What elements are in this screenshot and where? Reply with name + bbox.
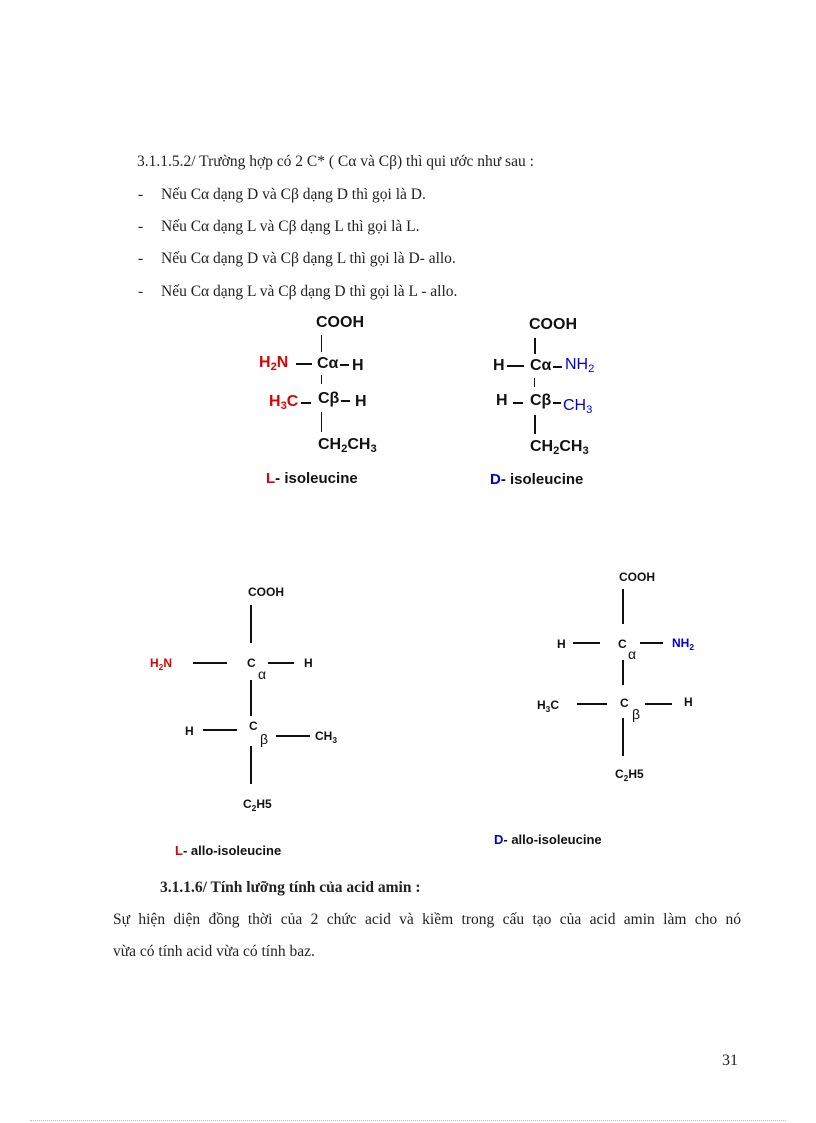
methyl-label: $H_3C$ <box>537 698 560 714</box>
footer-divider <box>30 1120 786 1121</box>
compound-name: L- allo-isoleucine <box>175 843 282 858</box>
bond-line <box>513 402 523 404</box>
bond-line <box>341 400 350 402</box>
bond-line <box>321 335 322 352</box>
bond-line <box>622 718 624 756</box>
h-label: H <box>185 724 194 738</box>
amine-label: $H_2N$ <box>259 354 289 373</box>
bond-line <box>268 662 294 664</box>
h-label: H <box>684 695 693 709</box>
bond-line <box>534 415 536 434</box>
compound-name: L- isoleucine <box>266 470 358 487</box>
alpha-symbol: α <box>628 646 637 662</box>
amine-label: $H_2N$ <box>150 656 173 672</box>
paragraph-line: Sự hiện diện đồng thời của 2 chức acid và kiềm trong cấu tạo của acid amin làm cho nó <box>113 911 741 928</box>
h-label: H <box>557 637 566 651</box>
bond-line <box>640 642 663 644</box>
h-label: H <box>355 393 367 410</box>
amine-label: $NH_2$ <box>565 356 595 375</box>
bullet-text: Nếu Cα dạng L và Cβ dạng D thì gọi là L - allo. <box>161 283 458 300</box>
bond-line <box>203 729 237 731</box>
bond-line <box>622 660 624 685</box>
h-label: H <box>352 357 364 374</box>
bond-line <box>622 589 624 624</box>
bond-line <box>250 680 252 716</box>
c-alpha-label: Cα <box>530 357 552 374</box>
cooh-label: COOH <box>619 570 655 584</box>
cooh-label: COOH <box>248 585 284 599</box>
cooh-label: COOH <box>529 316 577 333</box>
bond-line <box>573 642 600 644</box>
dash-icon: - <box>138 218 144 235</box>
ethyl-label: $C_2H5$ <box>615 767 644 783</box>
bond-line <box>250 605 252 643</box>
section-heading-3-1-1-5-2: 3.1.1.5.2/ Trường hợp có 2 C* ( Cα và Cβ) thì qui ước như sau : <box>137 153 534 170</box>
beta-symbol: β <box>260 731 269 747</box>
dash-icon: - <box>138 250 144 267</box>
bond-line <box>340 364 349 366</box>
compound-name: D- isoleucine <box>490 471 584 488</box>
bond-line <box>301 402 311 404</box>
bond-line <box>321 375 322 384</box>
c-alpha-label: C <box>618 637 627 651</box>
ethyl-label: $CH_2CH_3$ <box>530 438 589 457</box>
paragraph-line: vừa có tính acid vừa có tính baz. <box>113 943 315 960</box>
amine-label: $NH_2$ <box>672 636 695 652</box>
compound-name: D- allo-isoleucine <box>494 832 602 847</box>
section-heading-3-1-1-6: 3.1.1.6/ Tính lưỡng tính của acid amin : <box>160 879 421 896</box>
h-label: H <box>493 357 505 374</box>
methyl-label: $CH_3$ <box>315 729 338 745</box>
bond-line <box>553 402 561 404</box>
alpha-symbol: α <box>258 666 267 682</box>
bond-line <box>577 703 607 705</box>
dash-icon: - <box>138 283 144 300</box>
bullet-text: Nếu Cα dạng D và Cβ dạng D thì gọi là D. <box>161 186 426 203</box>
c-beta-label: Cβ <box>318 390 340 407</box>
page-number: 31 <box>722 1052 738 1069</box>
c-alpha-label: Cα <box>317 355 339 372</box>
bond-line <box>507 365 524 367</box>
bond-line <box>534 378 535 387</box>
h-label: H <box>496 392 508 409</box>
ethyl-label: $CH_2CH_3$ <box>318 436 377 455</box>
bullet-text: Nếu Cα dạng L và Cβ dạng L thì gọi là L. <box>161 218 420 235</box>
bond-line <box>645 703 672 705</box>
bond-line <box>193 662 227 664</box>
bond-line <box>296 363 312 365</box>
bond-line <box>250 746 252 784</box>
bond-line <box>321 412 322 432</box>
c-beta-label: Cβ <box>530 392 552 409</box>
beta-symbol: β <box>632 706 641 722</box>
methyl-label: $CH_3$ <box>563 397 593 416</box>
h-label: H <box>304 656 313 670</box>
bond-line <box>276 735 310 737</box>
dash-icon: - <box>138 186 144 203</box>
c-alpha-label: C <box>247 656 256 670</box>
c-beta-label: C <box>249 719 258 733</box>
ethyl-label: $C_2H5$ <box>243 797 272 813</box>
cooh-label: COOH <box>316 314 364 331</box>
bond-line <box>553 366 562 368</box>
bond-line <box>534 338 536 354</box>
bullet-text: Nếu Cα dạng D và Cβ dạng L thì gọi là D- allo. <box>161 250 456 267</box>
methyl-label: $H_3C$ <box>269 393 299 412</box>
c-beta-label: C <box>620 696 629 710</box>
